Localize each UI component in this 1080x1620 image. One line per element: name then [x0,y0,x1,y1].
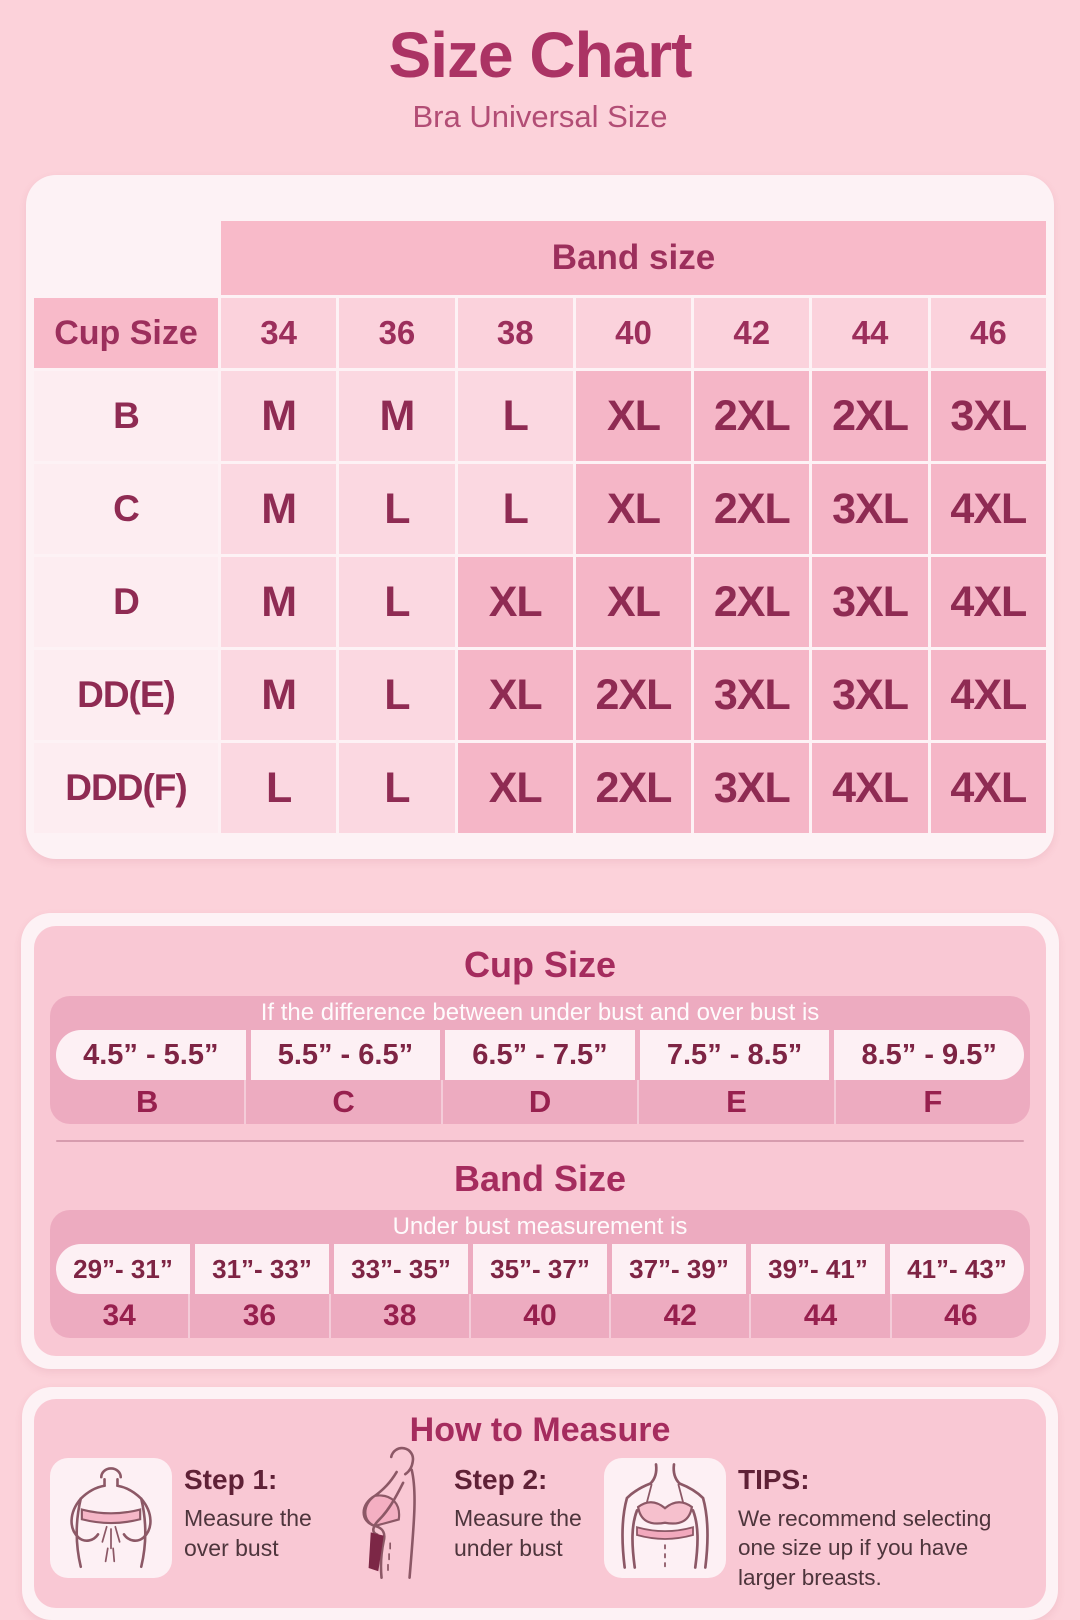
band-size-title: Band Size [453,1158,627,1200]
section-divider [56,1140,1024,1142]
tips-body: We recommend selecting one size up if you have larger breasts. [738,1506,992,1590]
size-value-cell: L [458,371,573,461]
tips-text [738,1458,1030,1592]
size-value-cell: L [339,557,454,647]
cup-row-label: C [34,464,218,554]
size-value-cell: 3XL [812,557,927,647]
cup-difference-range: 5.5” - 6.5” [251,1030,441,1080]
cup-difference-range: 8.5” - 9.5” [834,1030,1024,1080]
size-value-cell: 2XL [694,464,809,554]
bra-front-view-icon [609,1460,721,1577]
table-corner-spacer [34,183,218,295]
size-value-cell: 3XL [694,743,809,833]
band-number: 46 [890,1294,1030,1338]
cup-difference-range: 6.5” - 7.5” [445,1030,635,1080]
how-to-measure-title: How to Measure [409,1411,671,1450]
size-value-cell: M [221,371,336,461]
band-size-number: 38 [458,298,573,368]
under-bust-range: 35”- 37” [473,1244,607,1294]
size-value-cell: 3XL [931,371,1046,461]
step2-body: Measure the under bust [454,1505,582,1561]
tips-heading: TIPS: [738,1464,810,1496]
size-value-cell: L [458,464,573,554]
band-number: 40 [469,1294,609,1338]
size-value-cell: L [221,743,336,833]
cup-size-column-header: Cup Size [34,298,218,368]
cup-row-label: D [34,557,218,647]
size-value-cell: XL [458,557,573,647]
cup-row-label: DDD(F) [34,743,218,833]
cup-difference-range: 7.5” - 8.5” [640,1030,830,1080]
under-bust-range: 37”- 39” [612,1244,746,1294]
cup-size-title: Cup Size [463,944,616,986]
size-value-cell: 4XL [931,743,1046,833]
under-bust-range: 33”- 35” [334,1244,468,1294]
size-value-cell: XL [576,371,691,461]
band-size-condition: Under bust measurement is [392,1213,688,1241]
size-value-cell: 3XL [812,650,927,740]
under-bust-range: 31”- 33” [195,1244,329,1294]
step1-heading: Step 1: [184,1464,278,1496]
band-range-row [50,1244,1030,1294]
under-bust-range: 39”- 41” [751,1244,885,1294]
tips-illustration-box [604,1458,726,1578]
band-number: 36 [188,1294,328,1338]
band-number: 34 [102,1299,136,1333]
step1-illustration-box [50,1458,172,1578]
measure-over-bust-back-view-icon [57,1462,165,1575]
size-value-cell: 4XL [931,650,1046,740]
size-table-card [26,175,1054,859]
size-value-cell: XL [458,743,573,833]
size-value-cell: 2XL [576,743,691,833]
size-value-cell: L [339,650,454,740]
band-size-number: 44 [812,298,927,368]
size-value-cell: L [339,464,454,554]
band-number: 42 [609,1294,749,1338]
cup-row-label: DD(E) [34,650,218,740]
band-size-header: Band size [221,221,1046,295]
cup-letter-row [50,1080,1030,1124]
size-value-cell: M [339,371,454,461]
cup-row-label: B [34,371,218,461]
cup-letter: E [637,1080,833,1124]
size-value-cell: M [221,650,336,740]
band-number: 38 [329,1294,469,1338]
cup-letter: D [441,1080,637,1124]
cup-size-widget [50,996,1030,1124]
cup-letter: C [244,1080,440,1124]
how-to-measure-panel [34,1399,1046,1608]
cup-size-condition: If the difference between under bust and over bust is [260,999,820,1027]
band-size-number: 34 [221,298,336,368]
cup-letter: B [136,1084,159,1120]
band-size-number: 40 [576,298,691,368]
size-value-cell: 4XL [812,743,927,833]
band-letter-row [50,1294,1030,1338]
under-bust-range: 41”- 43” [890,1244,1024,1294]
size-value-cell: L [339,743,454,833]
measure-under-bust-side-view-icon [334,1569,442,1586]
step1-body: Measure the over bust [184,1505,312,1561]
band-size-number: 46 [931,298,1046,368]
band-size-number: 42 [694,298,809,368]
step2-illustration [334,1444,442,1582]
cup-range-row [50,1030,1030,1080]
size-value-cell: 4XL [931,557,1046,647]
size-value-cell: 2XL [576,650,691,740]
size-value-cell: M [221,557,336,647]
size-value-cell: XL [576,464,691,554]
page-title: Size Chart [388,19,692,91]
how-to-measure-row [50,1458,1030,1592]
measurement-card [21,913,1059,1369]
measurement-panel [34,926,1046,1356]
size-value-cell: 2XL [694,371,809,461]
size-value-cell: 2XL [694,557,809,647]
size-value-cell: 4XL [931,464,1046,554]
band-size-widget [50,1210,1030,1338]
size-value-cell: M [221,464,336,554]
header [0,0,1080,135]
under-bust-range: 29”- 31” [56,1244,190,1294]
band-number: 44 [749,1294,889,1338]
size-value-cell: XL [458,650,573,740]
size-table [34,183,1046,833]
band-size-number: 36 [339,298,454,368]
size-value-cell: XL [576,557,691,647]
size-value-cell: 3XL [694,650,809,740]
cup-letter: F [834,1080,1030,1124]
step1-text [184,1458,322,1563]
step2-text [454,1458,592,1563]
step2-heading: Step 2: [454,1464,548,1496]
size-value-cell: 2XL [812,371,927,461]
cup-difference-range: 4.5” - 5.5” [56,1030,246,1080]
size-value-cell: 3XL [812,464,927,554]
page-subtitle: Bra Universal Size [412,99,668,135]
how-to-measure-card [22,1387,1058,1620]
